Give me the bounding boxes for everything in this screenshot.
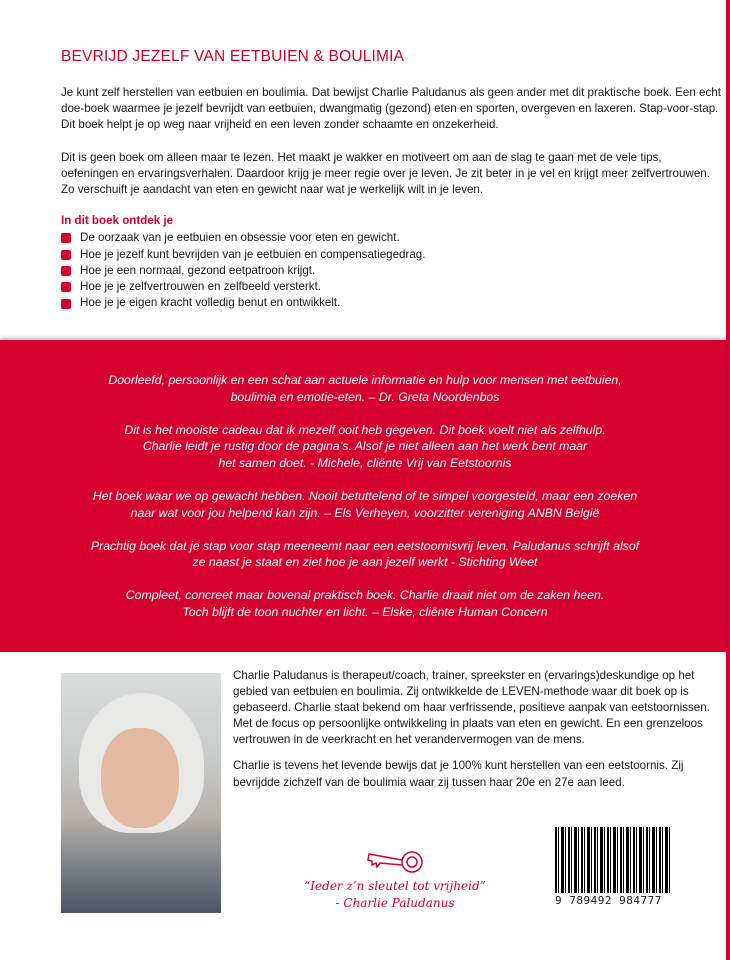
intro-section [61,48,721,312]
testimonial [20,538,710,571]
testimonial [20,422,710,472]
bullet-icon [61,266,71,276]
bullet-icon [61,233,71,243]
author-photo [61,673,221,913]
quote-line: Doorleefd, persoonlijk en een schat aan actuele informatie en hulp voor mensen met eetbuien, [108,373,622,387]
testimonials [20,372,710,637]
motto [270,848,520,912]
barcode-bars [555,827,670,893]
list-item [61,263,721,279]
quote-line: Compleet, concreet maar bovenal praktisch boek. Charlie draait niet om de zaken heen. [125,588,605,603]
quote-line: Dit is het mooiste cadeau dat ik mezelf ooit heb gegeven. Dit boek voelt niet als zelfhulp. [124,422,606,437]
quote-line: het samen doet. - Michele, cliënte Vrij van Eetstoornis [218,455,512,470]
isbn-barcode [555,827,670,907]
list-item-text: Hoe je een normaal, gezond eetpatroon krijgt. [80,263,316,277]
list-item [61,279,721,295]
author-face [101,728,179,828]
bio-paragraph: Charlie Paludanus is therapeut/coach, trainer, spreekster en (ervarings)deskundige op het gebied van eetbuien en boulimia. Zij ontwikkelde de LEVEN-methode waar dit boek op is gebaseerd. Charlie staat bekend om haar verfrissende, positieve aanpak van eetstoornissen. Met de focus op persoonlijke ontwikkeling in plaats van eten en gewicht. En een grenzeloos vertrouwen in de veerkracht en het verandervermogen van de mens. [233,669,710,747]
motto-quote: “Ieder z’n sleutel tot vrijheid” [304,879,486,893]
list-item-text: De oorzaak van je eetbuien en obsessie voor eten en gewicht. [80,231,400,245]
page-title: BEVRIJD JEZELF VAN EETBUIEN & BOULIMIA [61,48,405,65]
list-item-text: Hoe je je zelfvertrouwen en zelfbeeld versterkt. [80,280,322,294]
intro-paragraph: Je kunt zelf herstellen van eetbuien en boulimia. Dat bewijst Charlie Paludanus als geen ander met dit praktische boek. Een echt doe-boek waarmee je jezelf bevrijdt van eetbuien, dwangmatig (gezond) eten en sporten, overgeven en laxeren. Stap-voor-stap. Dit boek helpt je op weg naar vrijheid en een leven zonder schaamte en onzekerheid. [61,86,721,132]
testimonial [20,372,710,405]
list-item [61,247,721,263]
list-item [61,295,721,311]
testimonial [20,587,710,620]
list-item [61,230,721,246]
bullet-icon [61,250,71,260]
isbn-number: 9 789492 984777 [555,894,662,907]
bullet-icon [61,299,71,309]
red-edge-stripe [726,0,730,960]
quote-line: naar wat voor jou helpend kan zijn. – Els Verheyen, voorzitter vereniging ANBN België [130,505,600,520]
quote-line: Het boek waar we op gewacht hebben. Nooit betuttelend of te simpel voorgesteld, maar een zoeken [92,488,638,503]
intro-paragraph: Dit is geen boek om alleen maar te lezen. Het maakt je wakker en motiveert om aan de slag te gaan met de vele tips, oefeningen en ervaringsverhalen. Daardoor krijg je meer regie over je leven. Je zit beter in je vel en krijgt meer zelfvertrouwen. Zo verschuift je aandacht van eten en gewicht naar wat je werkelijk wilt in je leven. [61,150,710,197]
author-bio [233,668,723,791]
key-icon [365,848,425,876]
list-item-text: Hoe je jezelf kunt bevrijden van je eetbuien en compensatiegedrag. [80,247,426,261]
quote-line: Toch blijft de toon nuchter en licht. – Elske, cliënte Human Concern [182,604,548,619]
discover-list [61,230,721,311]
discover-heading: In dit boek ontdek je [61,214,174,228]
bio-paragraph: Charlie is tevens het levende bewijs dat je 100% kunt herstellen van een eetstoornis. Zij bevrijdde zichzelf van de boulimia waar zij tussen haar 20e en 27e aan leed. [233,759,684,789]
quote-line: ze naast je staat en ziet hoe je aan jezelf werkt - Stichting Weet [192,555,538,570]
quote-line: Charlie leidt je rustig door de pagina’s. Alsof je niet alleen aan het werk bent maar [142,439,588,454]
testimonial [20,488,710,521]
quote-line: boulimia en emotie-eten. – Dr. Greta Noordenbos [230,389,500,404]
bullet-icon [61,282,71,292]
list-item-text: Hoe je je eigen kracht volledig benut en ontwikkelt. [80,296,341,310]
quote-line: Prachtig boek dat je stap voor stap meeneemt naar een eetstoornisvrij leven. Paludanus schrijft alsof [90,538,640,553]
motto-author: - Charlie Paludanus [335,896,455,910]
